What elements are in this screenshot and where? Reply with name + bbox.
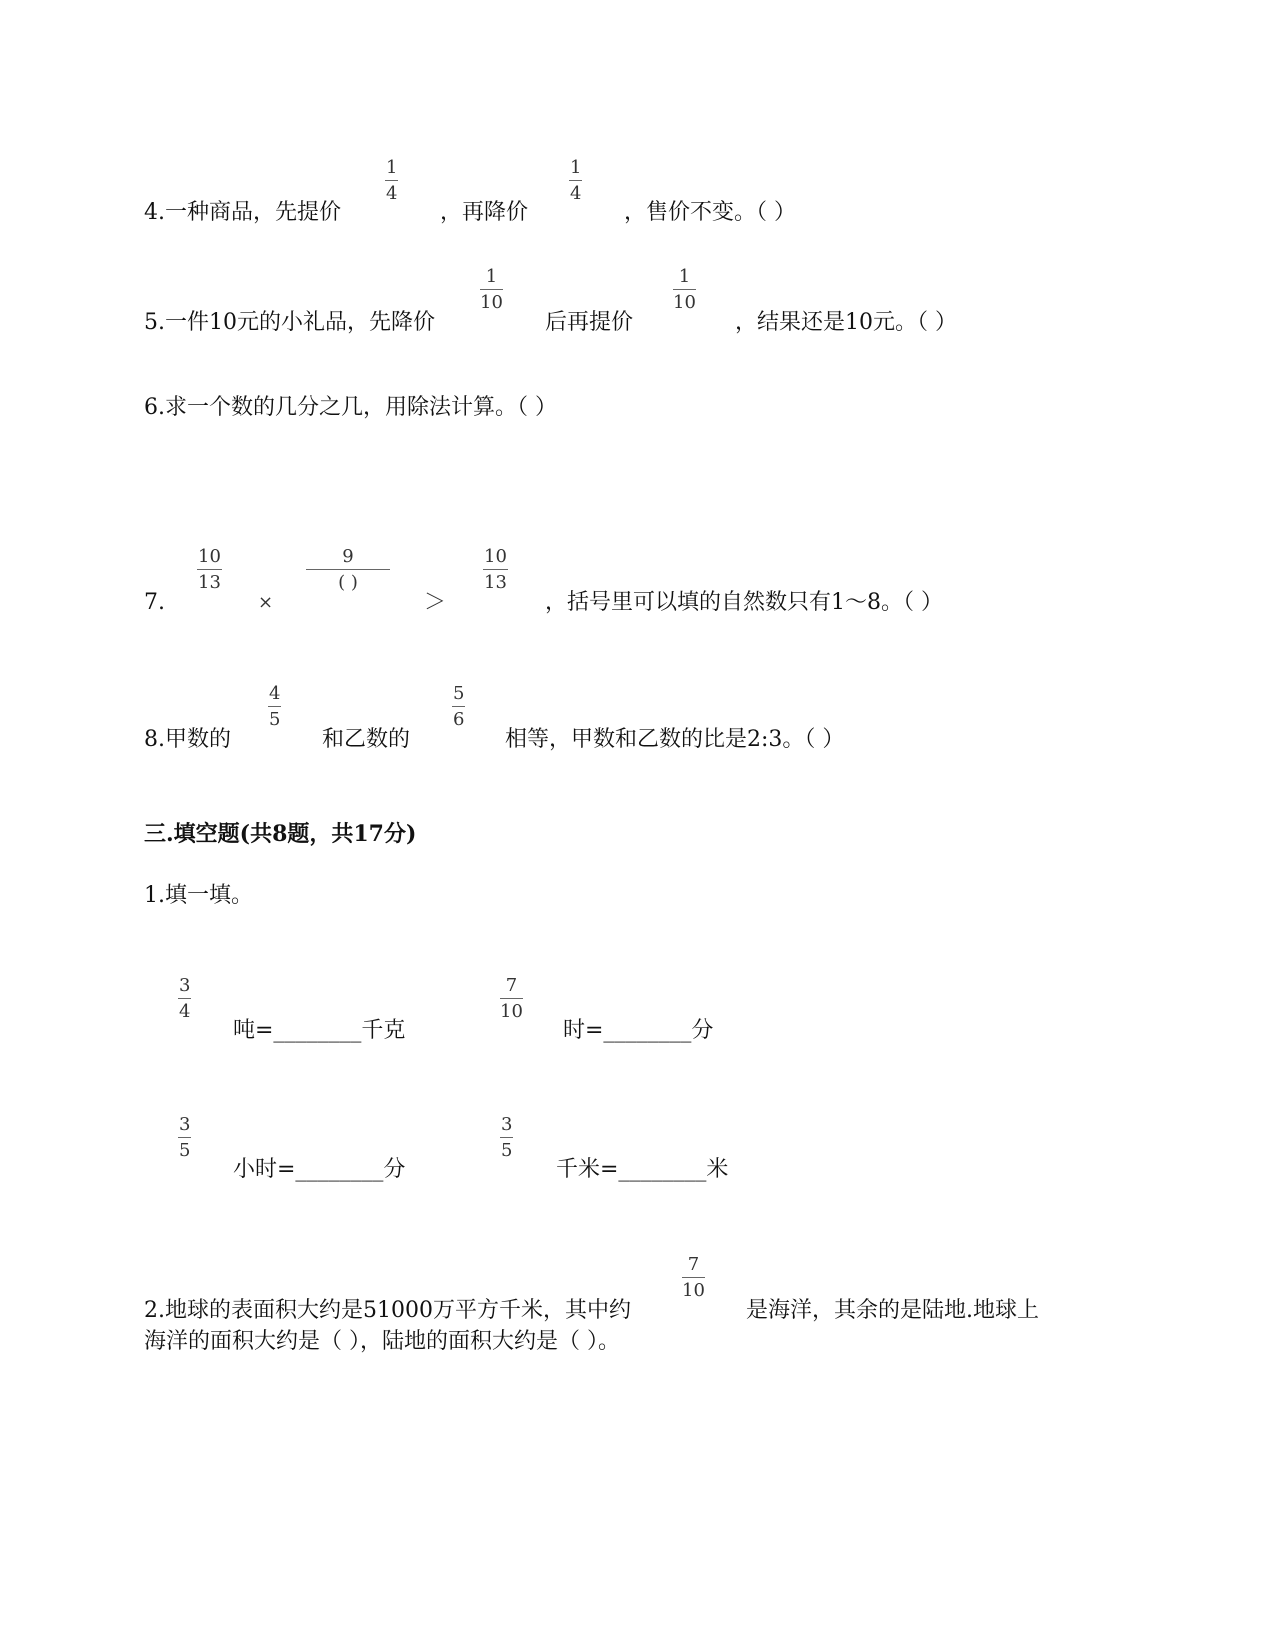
fill2-line1-suffix: 是海洋，其余的是陆地.地球上 [746,1298,1039,1323]
q5-suffix: ，结果还是10元。（ ） [735,310,957,335]
fill1-text: 1.填一填。 [144,883,253,908]
fill2-fraction [682,1255,705,1301]
fraction-denominator: 6 [453,709,465,730]
fraction-numerator: 4 [269,683,281,704]
fraction-denominator: 5 [269,709,281,730]
fraction-denominator: 10 [480,292,503,313]
fraction-numerator: 7 [505,975,518,996]
fraction-numerator: 1 [570,157,582,178]
fraction-numerator: 7 [687,1254,700,1275]
fill1-b-text: 时=________分 [563,1018,714,1043]
times-symbol: × [258,592,274,613]
greater-than-symbol: ＞ [424,590,447,615]
q6-text: 6.求一个数的几分之几，用除法计算。（ ） [144,395,557,420]
q5-prefix: 5.一件10元的小礼品，先降价 [144,310,435,335]
fraction-denominator: 10 [500,1001,523,1022]
q5-fraction-1 [480,267,503,313]
fraction-denominator: 13 [484,572,507,593]
q8-mid: 和乙数的 [322,727,411,752]
section-heading: 三.填空题(共8题，共17分) [144,821,417,847]
q8-prefix: 8.甲数的 [144,727,231,752]
fraction-denominator: 13 [198,572,221,593]
q7-suffix: ，括号里可以填的自然数只有1～8。（ ） [545,590,943,615]
q7-prefix: 7. [144,590,165,615]
fraction-denominator: 10 [682,1280,705,1301]
q8-suffix: 相等，甲数和乙数的比是2:3。（ ） [505,727,845,752]
q4-suffix: ，售价不变。（ ） [624,200,796,225]
fill1-a-fraction [178,976,191,1022]
fraction-denominator: 4 [386,183,398,204]
fraction-numerator: 5 [453,683,465,704]
fraction-denominator: 4 [570,183,582,204]
fraction-denominator: 4 [179,1001,191,1022]
q7-fraction-1 [197,547,222,593]
fill1-c-fraction [178,1115,191,1161]
q8-fraction-2 [452,684,465,730]
fraction-denominator: 5 [501,1140,513,1161]
fraction-numerator: 1 [485,266,498,287]
fraction-numerator: 3 [501,1114,513,1135]
fill1-b-fraction [500,976,523,1022]
fraction-numerator: 1 [386,157,398,178]
q4-fraction-2 [569,158,582,204]
q7-fraction-2 [306,547,390,593]
q4-prefix: 4.一种商品，先提价 [144,200,341,225]
q4-fraction-1 [385,158,398,204]
q5-fraction-2 [673,267,696,313]
q7-fraction-3 [483,547,508,593]
fraction-numerator: 3 [179,975,191,996]
q5-mid: 后再提价 [545,310,634,335]
fraction-denominator: ( ) [338,572,358,593]
fill1-a-text: 吨=________千克 [233,1018,406,1043]
fill1-d-fraction [500,1115,513,1161]
fraction-numerator: 9 [342,546,354,567]
fraction-numerator: 1 [678,266,691,287]
fill1-c-text: 小时=________分 [233,1157,406,1182]
fraction-numerator: 10 [198,546,221,567]
q8-fraction-1 [268,684,281,730]
fraction-numerator: 10 [484,546,507,567]
fraction-denominator: 10 [673,292,696,313]
fill1-d-text: 千米=________米 [556,1157,729,1182]
fraction-denominator: 5 [179,1140,191,1161]
q4-mid: ，再降价 [440,200,529,225]
fill2-line1-prefix: 2.地球的表面积大约是51000万平方千米，其中约 [144,1298,631,1323]
fraction-numerator: 3 [179,1114,191,1135]
fill2-line2: 海洋的面积大约是（ ），陆地的面积大约是（ ）。 [144,1329,620,1354]
